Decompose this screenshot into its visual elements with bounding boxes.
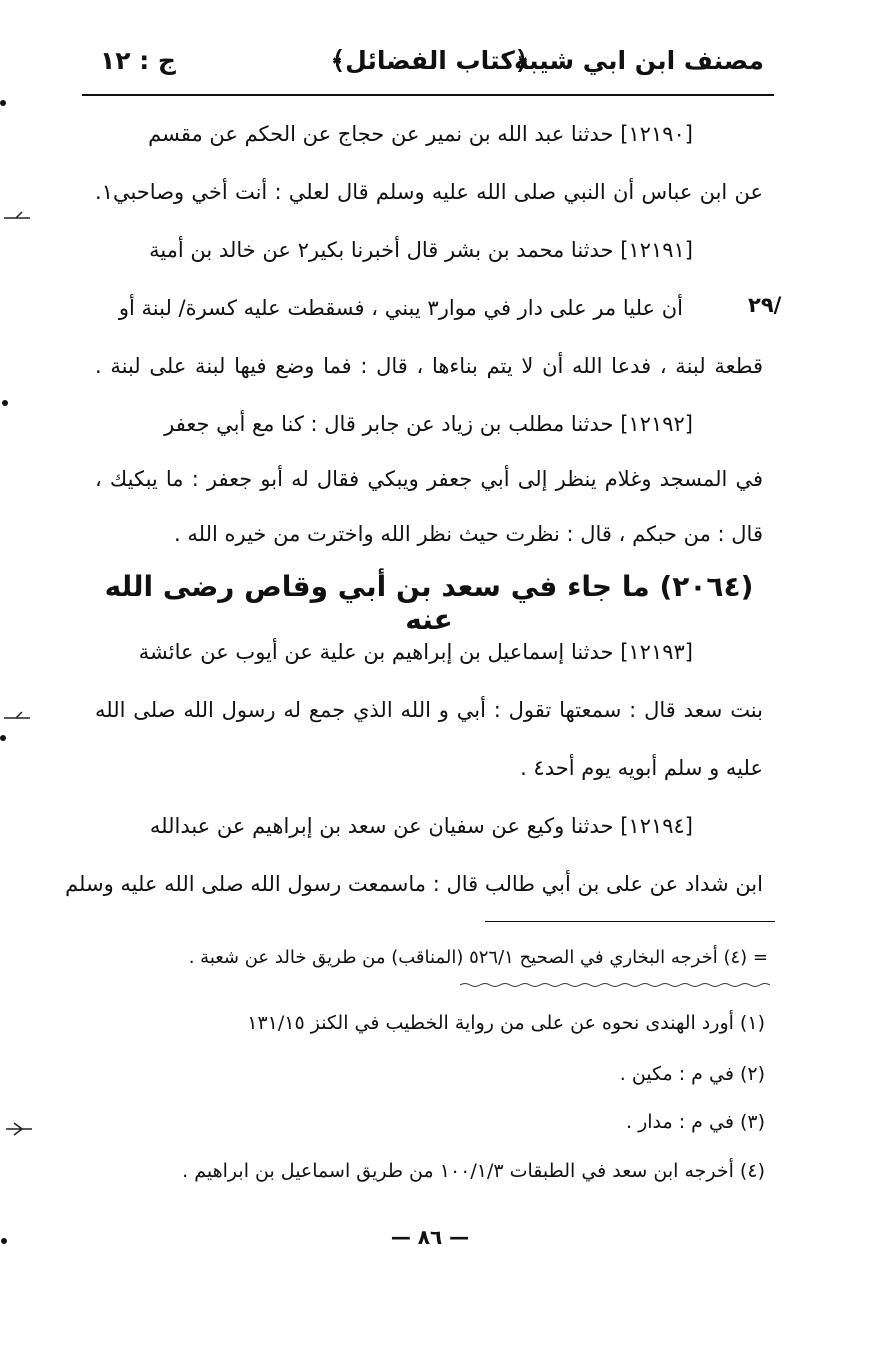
margin-mark: [2, 200, 32, 230]
hadith-12190-line-2: عن ابن عباس أن النبي صلى الله عليه وسلم قال لعلي : أنت أخي وصاحبي١.: [95, 180, 763, 204]
hadith-12193-line-3: عليه و سلم أبويه يوم أحد٤ .: [520, 756, 763, 780]
footnote-continuation: = (٤) أخرجه البخاري في الصحيح ٥٢٦/١ (المناقب) من طريق خالد عن شعبة .: [188, 947, 768, 968]
hadith-12190-line-1: [١٢١٩٠] حدثنا عبد الله بن نمير عن حجاج عن الحكم عن مقسم: [148, 122, 693, 146]
margin-mark: [4, 1115, 34, 1145]
margin-folio-number: ٢٩/: [748, 293, 782, 317]
hadith-12191-line-1: [١٢١٩١] حدثنا محمد بن بشر قال أخبرنا بكير٢ عن خالد بن أمية: [149, 238, 693, 262]
header-rule: [82, 94, 774, 96]
book-title: مصنف ابن ابي شيبة: [513, 46, 764, 75]
hadith-12193-line-1: [١٢١٩٣] حدثنا إسماعيل بن إبراهيم بن علية عن أيوب عن عائشة: [138, 640, 693, 664]
hadith-12194-line-1: [١٢١٩٤] حدثنا وكيع عن سفيان عن سعد بن إبراهيم عن عبدالله: [149, 814, 693, 838]
footnote-4: (٤) أخرجه ابن سعد في الطبقات ١٠٠/١/٣ من طريق اسماعيل بن ابراهيم .: [182, 1160, 765, 1182]
scan-speck: [1, 1238, 7, 1244]
running-header: [80, 40, 770, 90]
hadith-12192-line-1: [١٢١٩٢] حدثنا مطلب بن زياد عن جابر قال : كنا مع أبي جعفر: [164, 412, 693, 436]
page-number: — ٨٦ —: [390, 1225, 470, 1249]
chapter-title: ﴿كتاب الفضائل﴾: [330, 46, 530, 75]
hadith-12191-line-2: أن عليا مر على دار في موار٣ يبني ، فسقطت عليه كسرة/ لبنة أو: [118, 296, 683, 320]
footnote-2: (٢) في م : مكين .: [619, 1063, 765, 1085]
hadith-12192-line-3: قال : من حبكم ، قال : نظرت حيث نظر الله واخترت من خيره الله .: [174, 522, 763, 546]
margin-mark: [2, 700, 32, 730]
footnote-1: (١) أورد الهندى نحوه عن على من رواية الخطيب في الكنز ١٣١/١٥: [247, 1012, 765, 1034]
scan-speck: [0, 735, 6, 741]
section-heading: (٢٠٦٤) ما جاء في سعد بن أبي وقاص رضى الله عنه: [104, 570, 754, 636]
hadith-12193-line-2: بنت سعد قال : سمعتها تقول : أبي و الله الذي جمع له رسول الله صلى الله: [95, 698, 763, 722]
hadith-12194-line-2: ابن شداد عن على بن أبي طالب قال : ماسمعت رسول الله صلى الله عليه وسلم: [65, 872, 763, 896]
wavy-separator: [460, 982, 770, 988]
hadith-12191-line-3: قطعة لبنة ، فدعا الله أن لا يتم بناءها ، قال : فما وضع فيها لبنة على لبنة .: [95, 354, 763, 378]
scan-speck: [0, 100, 6, 106]
footnote-3: (٣) في م : مدار .: [626, 1111, 765, 1133]
scan-speck: [2, 400, 8, 406]
volume-number: ج : ١٢: [100, 46, 176, 75]
hadith-12192-line-2: في المسجد وغلام ينظر إلى أبي جعفر ويبكي فقال له أبو جعفر : ما يبكيك ،: [95, 467, 763, 491]
footnote-rule: [485, 921, 775, 922]
